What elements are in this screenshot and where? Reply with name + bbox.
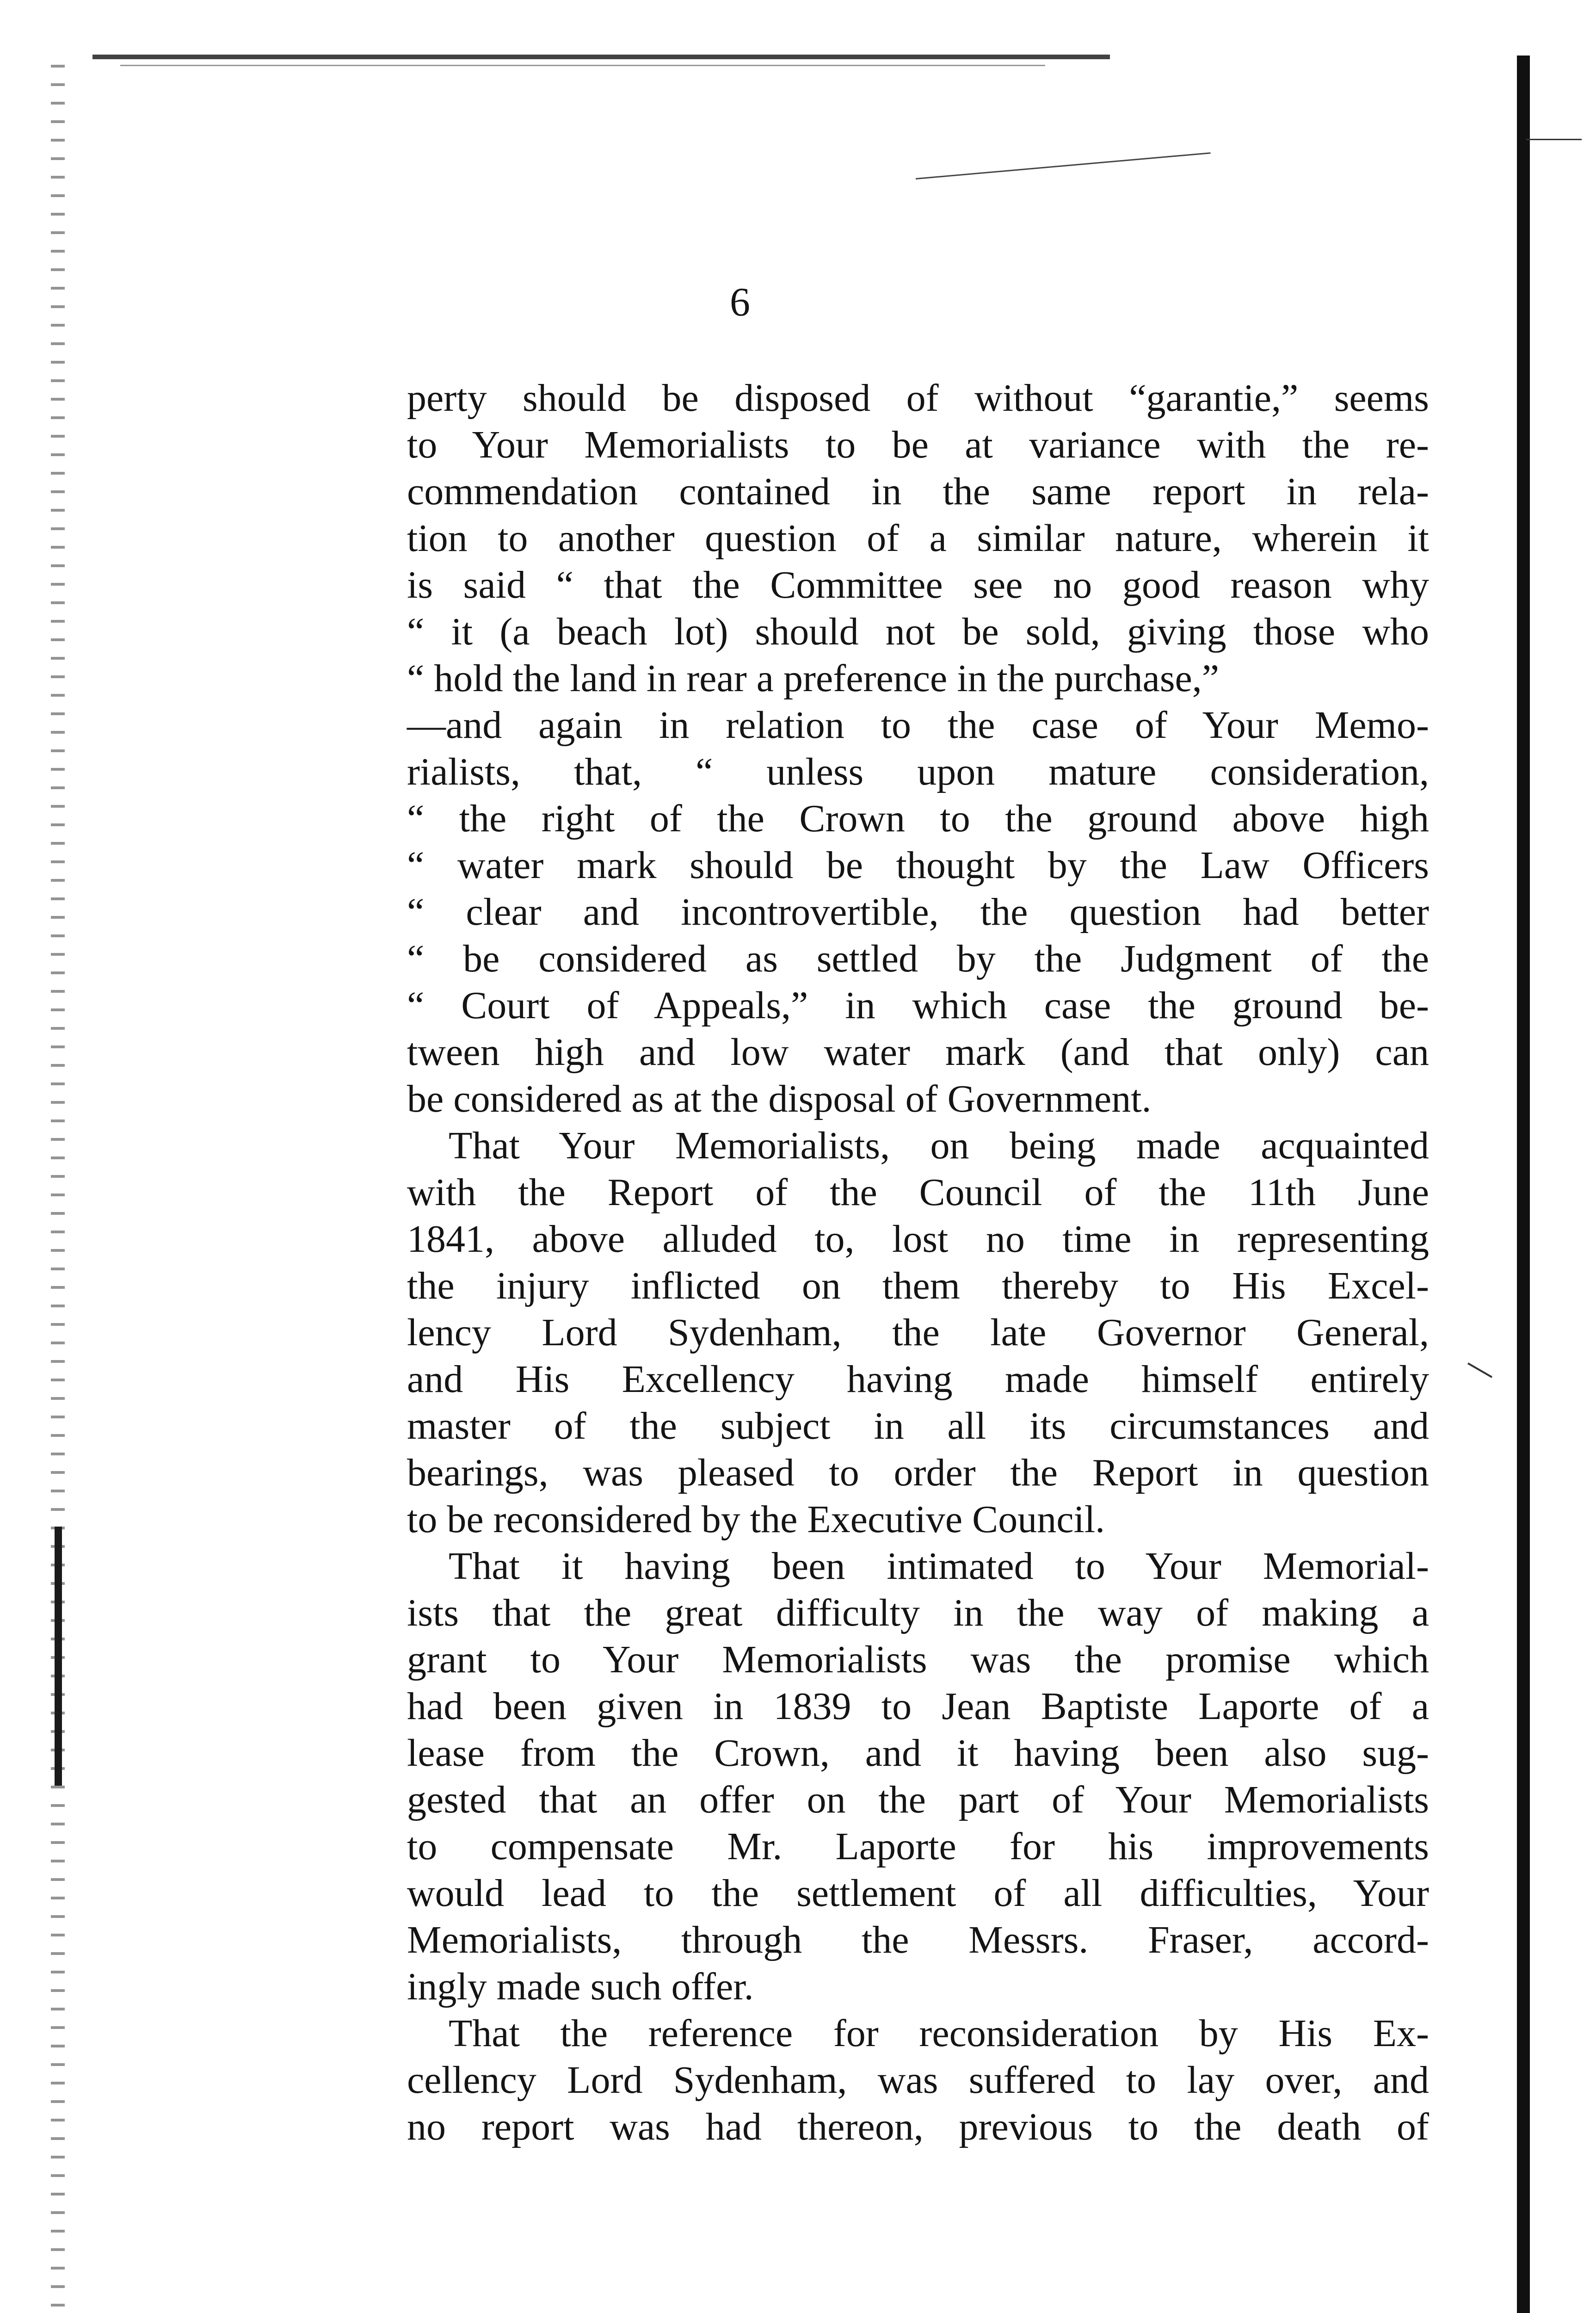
text-line: —and again in relation to the case of Your Memo-: [407, 704, 1429, 747]
text-line: tween high and low water mark (and that only) can: [407, 1031, 1429, 1074]
scan-binding-edge: [55, 1527, 62, 1786]
text-line: “ clear and incontrovertible, the question had better: [407, 891, 1429, 934]
text-line: “ Court of Appeals,” in which case the ground be-: [407, 984, 1429, 1027]
text-line: lease from the Crown, and it having been also sug-: [407, 1732, 1429, 1775]
scan-edge-mark: [120, 65, 1045, 66]
text-line: rialists, that, “ unless upon mature consideration,: [407, 750, 1429, 793]
text-line: commendation contained in the same report in rela-: [407, 470, 1429, 513]
text-line: Memorialists, through the Messrs. Fraser, accord-: [407, 1918, 1429, 1961]
text-line: 1841, above alluded to, lost no time in representing: [407, 1218, 1429, 1261]
text-line: tion to another question of a similar nature, wherein it: [407, 517, 1429, 560]
scan-stray-mark: [916, 152, 1211, 179]
text-line: “ the right of the Crown to the ground above high: [407, 797, 1429, 840]
text-line: ists that the great difficulty in the way of making a: [407, 1591, 1429, 1634]
text-line: “ water mark should be thought by the Law Officers: [407, 844, 1429, 887]
text-line: That the reference for reconsideration by His Ex-: [449, 2012, 1429, 2055]
text-line: That Your Memorialists, on being made acquainted: [449, 1124, 1429, 1167]
text-line: had been given in 1839 to Jean Baptiste Laporte of a: [407, 1685, 1429, 1728]
text-line: lency Lord Sydenham, the late Governor General,: [407, 1311, 1429, 1354]
text-line: with the Report of the Council of the 11th June: [407, 1171, 1429, 1214]
text-line: “ hold the land in rear a preference in the purchase,”: [407, 657, 1220, 700]
text-line: perty should be disposed of without “garantie,” seems: [407, 377, 1429, 420]
text-line: “ be considered as settled by the Judgment of the: [407, 937, 1429, 980]
text-line: would lead to the settlement of all difficulties, Your: [407, 1872, 1429, 1915]
text-line: That it having been intimated to Your Memorial-: [449, 1545, 1429, 1588]
text-line: gested that an offer on the part of Your Memorialists: [407, 1778, 1429, 1821]
page-number: 6: [730, 280, 750, 325]
text-line: is said “ that the Committee see no good reason why: [407, 563, 1429, 606]
text-line: grant to Your Memorialists was the promise which: [407, 1638, 1429, 1681]
text-line: and His Excellency having made himself entirely: [407, 1358, 1429, 1401]
scan-binding-speckle: [51, 65, 65, 2313]
text-line: master of the subject in all its circumstances and: [407, 1404, 1429, 1447]
text-line: to compensate Mr. Laporte for his improvements: [407, 1825, 1429, 1868]
text-line: bearings, was pleased to order the Report in question: [407, 1451, 1429, 1494]
text-line: the injury inflicted on them thereby to His Excel-: [407, 1264, 1429, 1307]
text-line: “ it (a beach lot) should not be sold, giving those who: [407, 610, 1429, 653]
scan-page-edge: [1517, 56, 1530, 2313]
text-line: be considered as at the disposal of Government.: [407, 1077, 1152, 1120]
scan-stray-mark: [1467, 1362, 1492, 1378]
text-line: cellency Lord Sydenham, was suffered to lay over, and: [407, 2059, 1429, 2102]
text-line: ingly made such offer.: [407, 1965, 754, 2008]
scan-edge-mark: [92, 55, 1110, 59]
text-line: to be reconsidered by the Executive Council.: [407, 1498, 1105, 1541]
scan-stray-mark: [1526, 139, 1582, 140]
text-line: to Your Memorialists to be at variance with the re-: [407, 423, 1429, 466]
body-text: [407, 375, 1429, 2150]
text-line: no report was had thereon, previous to the death of: [407, 2105, 1429, 2148]
